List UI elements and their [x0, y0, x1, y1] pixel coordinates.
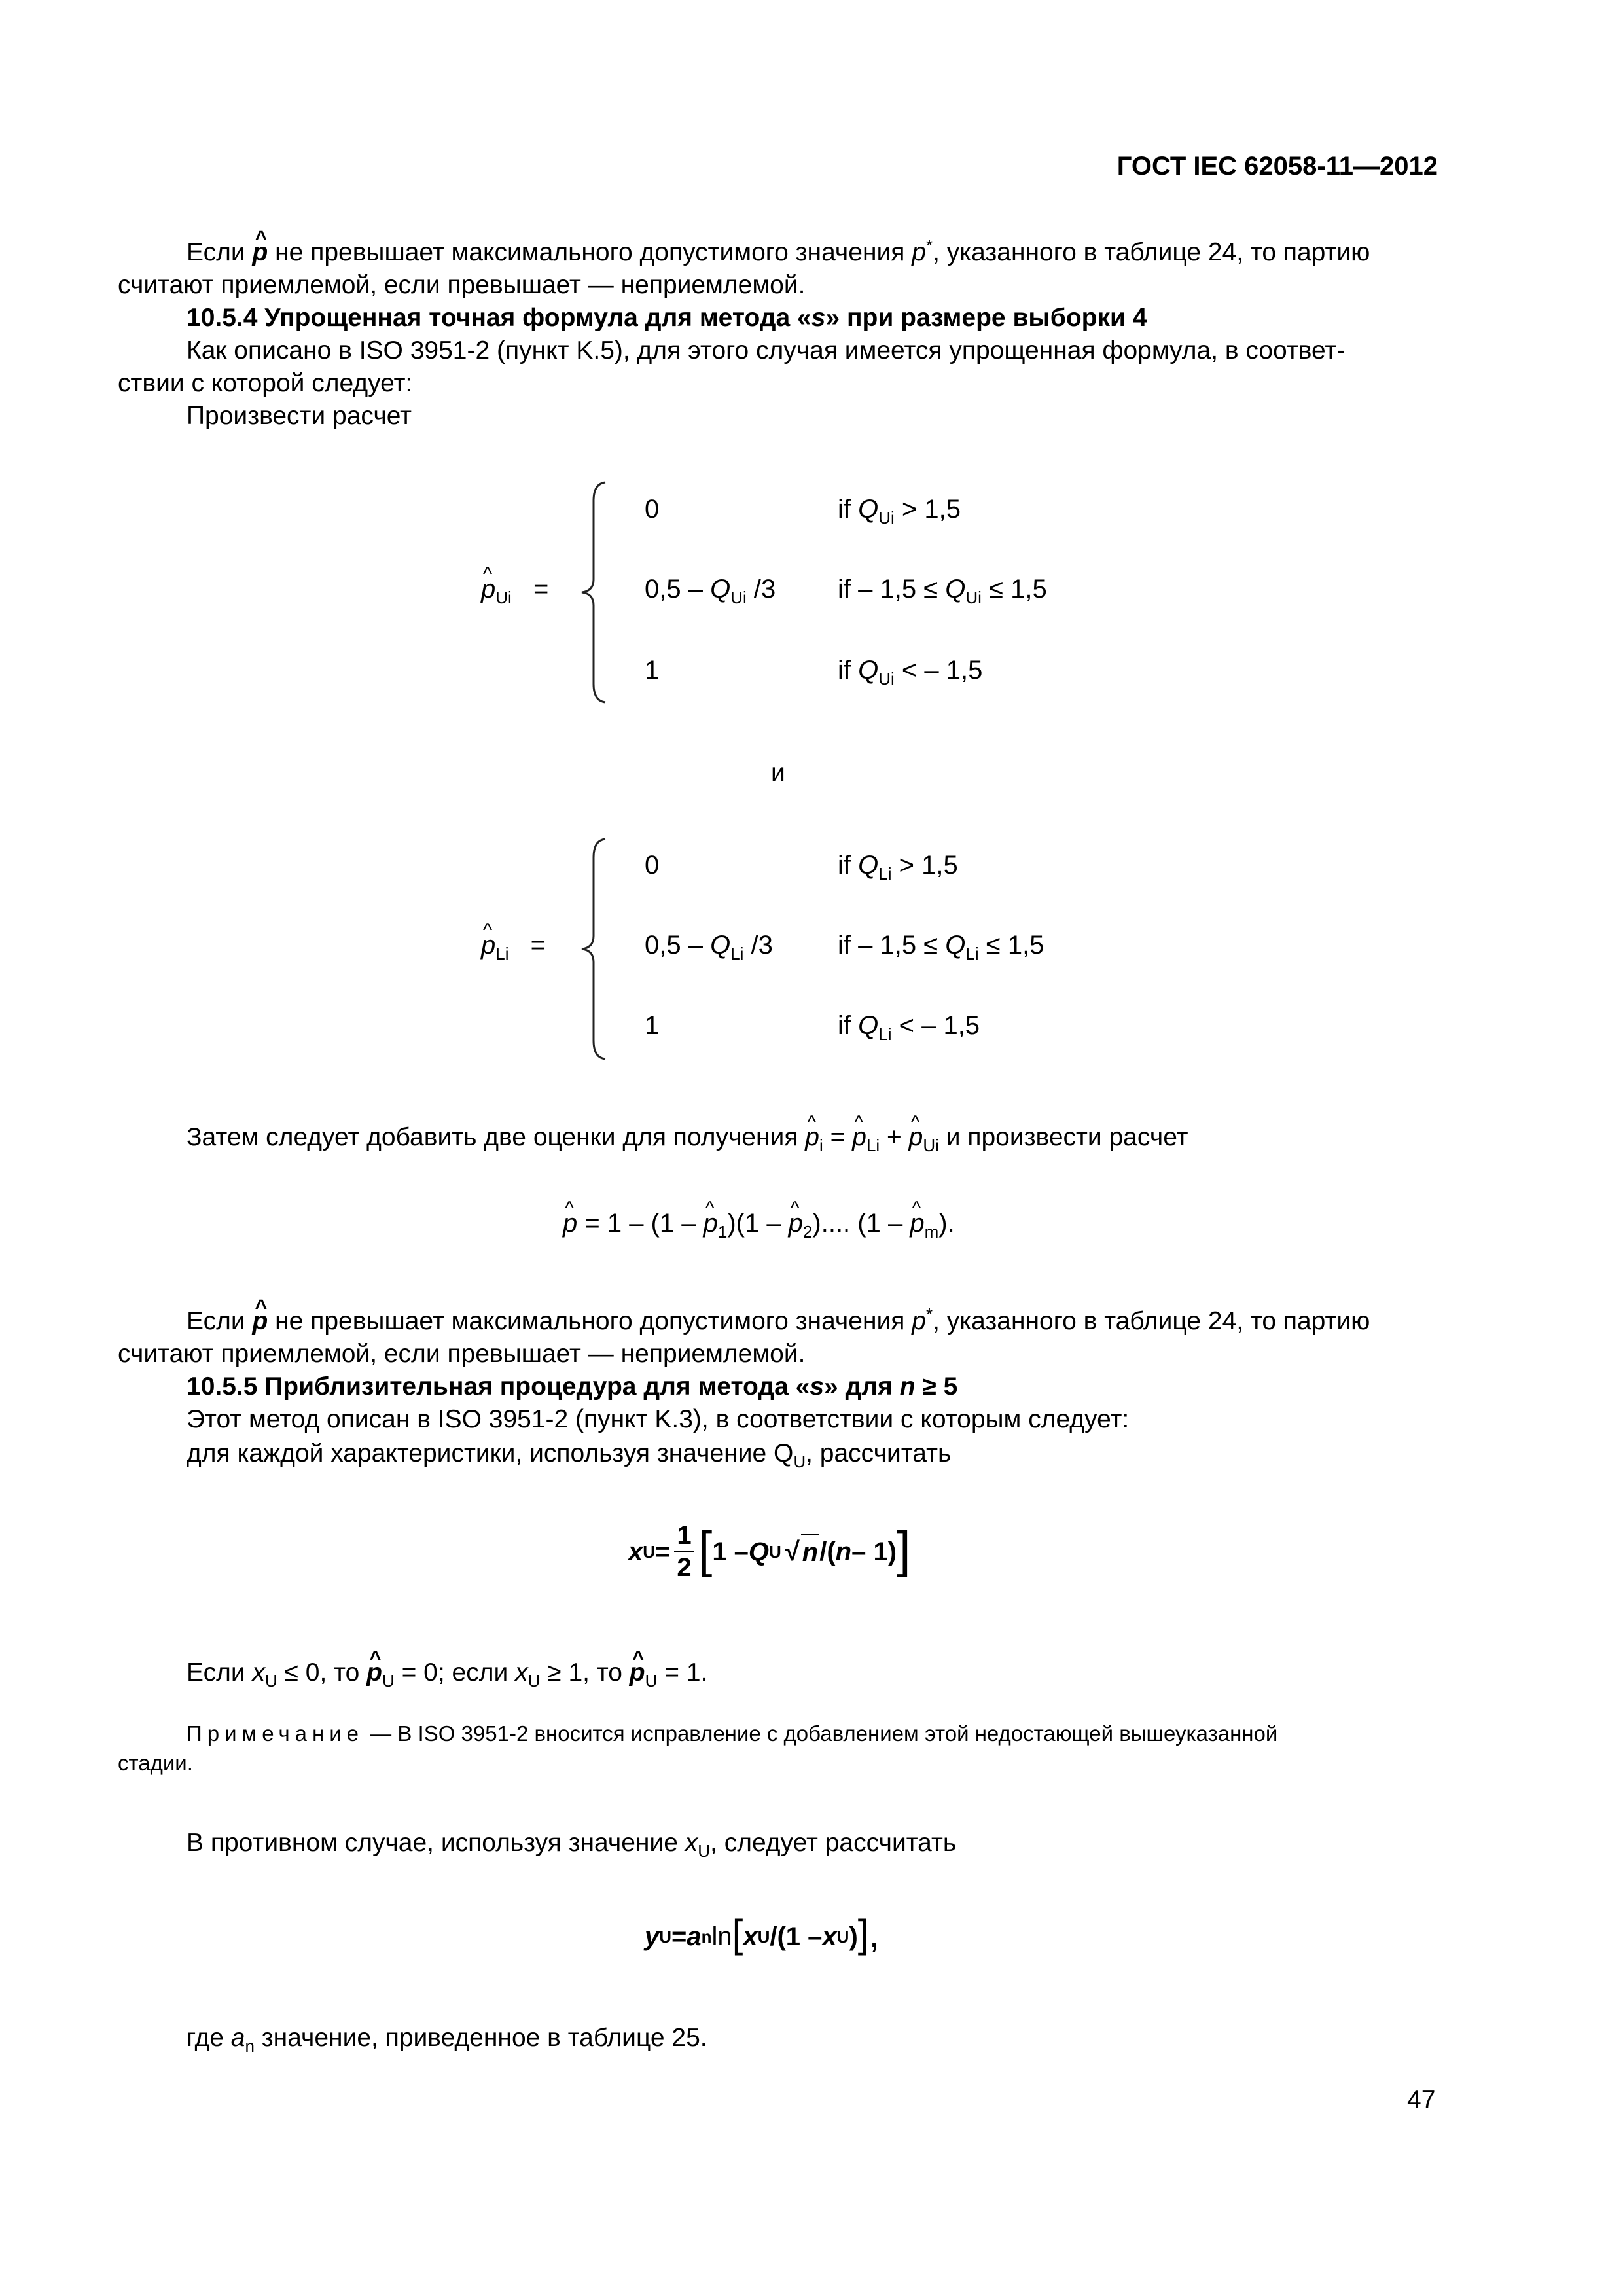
p-hat-symbol: ^ p	[852, 1121, 866, 1155]
text: )(1 –	[727, 1209, 789, 1238]
subscript: Ui	[495, 588, 512, 607]
equals-sign: =	[823, 1123, 853, 1151]
subscript: Li	[866, 1135, 880, 1155]
fraction-one-half	[674, 1520, 694, 1583]
text: Если	[187, 1659, 253, 1687]
subscript: U	[793, 1451, 806, 1471]
note-line1	[187, 1719, 1277, 1748]
text: ≤ 1,5	[981, 575, 1047, 603]
subscript: Li	[730, 944, 744, 963]
subscript: U	[264, 1670, 277, 1691]
paragraph-acceptance-line2: считают приемлемой, если превышает — неприемлемой.	[118, 271, 806, 299]
paragraph-line: Этот метод описан в ISO 3951-2 (пункт K.3), в соответствии с которым следует:	[187, 1405, 1130, 1433]
note-label: Примечание	[187, 1721, 365, 1746]
case-condition	[838, 572, 1047, 606]
ln-operator: ln	[711, 1922, 732, 1951]
heading-s-symbol: s	[811, 304, 826, 332]
q-symbol: Q	[710, 931, 731, 960]
text: if	[838, 1011, 859, 1040]
plus-sign: +	[880, 1123, 909, 1151]
p-hat-symbol: ^ p	[563, 1206, 577, 1240]
p-hat-symbol: ^ p	[789, 1206, 803, 1240]
text: /(1 –	[770, 1922, 823, 1951]
subscript: 2	[802, 1222, 813, 1242]
star-superscript: *	[925, 1304, 933, 1324]
text: = 1 – (1 –	[577, 1209, 704, 1238]
case-value	[645, 572, 776, 606]
text: > 1,5	[894, 495, 961, 524]
subscript: Ui	[730, 588, 747, 607]
heading-text: 10.5.4 Упрощенная точная формула для метода «	[187, 304, 812, 332]
q-symbol: Q	[858, 851, 879, 880]
x-symbol: x	[628, 1537, 643, 1566]
sqrt-icon: √	[785, 1537, 800, 1566]
subscript: i	[819, 1135, 823, 1155]
case-condition	[838, 1009, 980, 1043]
p-symbol: p	[912, 238, 926, 266]
heading-text: 10.5.5 Приблизительная процедура для метода «	[187, 1372, 810, 1401]
x-symbol: x	[743, 1922, 758, 1951]
equals-sign: =	[671, 1922, 687, 1951]
text: if	[838, 656, 859, 685]
p-hat-symbol: ^ p	[252, 236, 268, 270]
p-hat-symbol: ^ p	[366, 1656, 382, 1690]
text: , следует рассчитать	[710, 1829, 957, 1857]
case-condition	[838, 928, 1044, 962]
section-heading-10-5-5	[187, 1370, 957, 1404]
q-symbol: Q	[710, 575, 731, 603]
text: – 1)	[851, 1537, 897, 1566]
document-standard-header: ГОСТ IEC 62058-11—2012	[1116, 152, 1438, 181]
text: значение, приведенное в таблице 25.	[254, 2024, 707, 2052]
case-condition	[838, 653, 982, 687]
heading-text: ≥ 5	[915, 1372, 958, 1401]
p-hat-symbol: ^ p	[805, 1121, 819, 1155]
n-symbol: n	[835, 1537, 852, 1566]
p-hat-symbol: ^ p	[630, 1656, 645, 1690]
text: = 0; если	[394, 1659, 516, 1687]
paragraph-bounds	[187, 1656, 707, 1690]
sqrt-radicand: n	[801, 1534, 819, 1570]
p-hat-symbol: ^ p	[704, 1206, 718, 1240]
bracket-left: [	[698, 1520, 713, 1578]
case-condition	[838, 492, 961, 526]
heading-n-symbol: n	[899, 1372, 916, 1401]
text: для каждой характеристики, используя значение Q	[187, 1439, 794, 1467]
text: ≤ 0, то	[277, 1659, 367, 1687]
case-condition	[838, 848, 958, 882]
q-symbol: Q	[858, 656, 879, 685]
case-value: 0	[645, 495, 660, 524]
q-symbol: Q	[858, 1011, 879, 1040]
x-symbol: x	[515, 1659, 528, 1687]
text: Затем следует добавить две оценки для получения	[187, 1123, 798, 1151]
subscript: U	[698, 1840, 711, 1861]
formula-lhs	[481, 572, 548, 606]
text: не превышает максимального допустимого значения	[275, 238, 905, 266]
p-hat-symbol: ^ p	[481, 928, 495, 962]
text: < – 1,5	[891, 1011, 980, 1040]
text: ).	[938, 1209, 955, 1238]
text: ≤ 1,5	[978, 931, 1044, 960]
text: 1 –	[712, 1537, 749, 1566]
bracket-right: ],	[857, 1912, 880, 1956]
paragraph-line: Как описано в ISO 3951-2 (пункт K.5), для этого случая имеется упрощенная формула, в соответ-	[187, 336, 1346, 365]
heading-s-symbol: s	[810, 1372, 825, 1401]
p-hat-symbol: ^ p	[252, 1304, 268, 1338]
subscript: Ui	[965, 588, 982, 607]
text: Если	[187, 1307, 245, 1335]
text: < – 1,5	[894, 656, 983, 685]
conjunction-and: и	[771, 759, 785, 787]
formula-lhs	[481, 928, 546, 962]
subscript: 1	[717, 1222, 728, 1242]
equals-sign: =	[655, 1537, 671, 1566]
paragraph-line: ствии с которой следует:	[118, 369, 413, 397]
paragraph-an-reference	[187, 2021, 707, 2055]
heading-text: » для	[824, 1372, 900, 1401]
left-brace-icon	[579, 838, 612, 1060]
heading-text: » при размере выборки 4	[825, 304, 1147, 332]
note-line2: стадии.	[118, 1751, 193, 1775]
text: и произвести расчет	[946, 1123, 1188, 1151]
text: 0,5 –	[645, 931, 711, 960]
text: ≥ 1, то	[540, 1659, 630, 1687]
left-brace-icon	[579, 481, 612, 704]
a-symbol: a	[687, 1922, 702, 1951]
subscript: Ui	[878, 669, 895, 689]
x-symbol: x	[822, 1922, 837, 1951]
text: if – 1,5 ≤	[838, 575, 946, 603]
case-value: 1	[645, 656, 660, 685]
text: if	[838, 495, 859, 524]
x-symbol: x	[252, 1659, 265, 1687]
p-symbol: p	[912, 1307, 926, 1335]
subscript: m	[924, 1222, 939, 1242]
formula-y-u: y U = a n ln [ x U /(1 – x U ) ],	[645, 1912, 880, 1956]
text: , рассчитать	[806, 1439, 952, 1467]
subscript: U	[527, 1670, 541, 1691]
text: /(	[819, 1537, 836, 1566]
numerator: 1	[674, 1520, 694, 1552]
bracket-left: [	[732, 1912, 743, 1956]
y-symbol: y	[645, 1922, 660, 1951]
text: В противном случае, используя значение	[187, 1829, 685, 1857]
star-superscript: *	[925, 236, 933, 255]
x-symbol: x	[685, 1829, 698, 1857]
p-hat-symbol: ^ p	[481, 572, 495, 606]
case-value: 0	[645, 851, 660, 880]
formula-x-u: x U = $\frac{1}{2}$ [ 1 – Q U √ n /( n – 1) ]	[628, 1520, 911, 1582]
section-heading-10-5-4	[187, 301, 1147, 335]
subscript: U	[382, 1670, 395, 1691]
text: /3	[743, 931, 773, 960]
subscript: Ui	[878, 508, 895, 528]
paragraph-sum-estimates	[187, 1121, 1188, 1155]
p-hat-symbol: ^ p	[910, 1206, 924, 1240]
a-symbol: a	[230, 2024, 245, 2052]
q-symbol: Q	[945, 575, 966, 603]
text: Если	[187, 238, 245, 266]
text: 0,5 –	[645, 575, 711, 603]
subscript: Li	[878, 1024, 892, 1044]
text: if	[838, 851, 859, 880]
bracket-right: ]	[897, 1520, 911, 1578]
case-value	[645, 928, 773, 962]
paragraph-acceptance-line2: считают приемлемой, если превышает — неприемлемой.	[118, 1340, 806, 1368]
note-text: — В ISO 3951-2 вносится исправление с добавлением этой недостающей вышеуказанной	[364, 1721, 1278, 1746]
q-symbol: Q	[748, 1537, 770, 1566]
text: ).... (1 –	[812, 1209, 910, 1238]
paragraph-line	[187, 1437, 951, 1471]
paragraph-line: Произвести расчет	[187, 402, 412, 430]
text: , указанного в таблице 24, то партию	[933, 238, 1370, 266]
q-symbol: Q	[858, 495, 879, 524]
subscript: Ui	[923, 1135, 939, 1155]
formula-p-total	[563, 1206, 955, 1240]
equals-sign: =	[530, 931, 546, 960]
text: /3	[746, 575, 776, 603]
subscript: Li	[878, 864, 892, 884]
text: где	[187, 2024, 231, 2052]
text: , указанного в таблице 24, то партию	[933, 1307, 1370, 1335]
page-number: 47	[1407, 2086, 1436, 2114]
text: )	[849, 1922, 858, 1951]
subscript: Li	[495, 944, 509, 963]
paragraph-otherwise	[187, 1826, 956, 1860]
denominator: 2	[677, 1553, 692, 1582]
text: > 1,5	[891, 851, 958, 880]
case-value: 1	[645, 1011, 660, 1040]
paragraph-acceptance-line1	[187, 236, 1370, 270]
paragraph-acceptance-line1	[187, 1304, 1370, 1338]
subscript: U	[645, 1670, 658, 1691]
text: не превышает максимального допустимого значения	[275, 1307, 905, 1335]
q-symbol: Q	[945, 931, 966, 960]
p-hat-symbol: ^ p	[909, 1121, 923, 1155]
subscript: n	[245, 2036, 255, 2056]
text: if – 1,5 ≤	[838, 931, 946, 960]
subscript: Li	[965, 944, 979, 963]
text: = 1.	[657, 1659, 708, 1687]
equals-sign: =	[533, 575, 549, 603]
